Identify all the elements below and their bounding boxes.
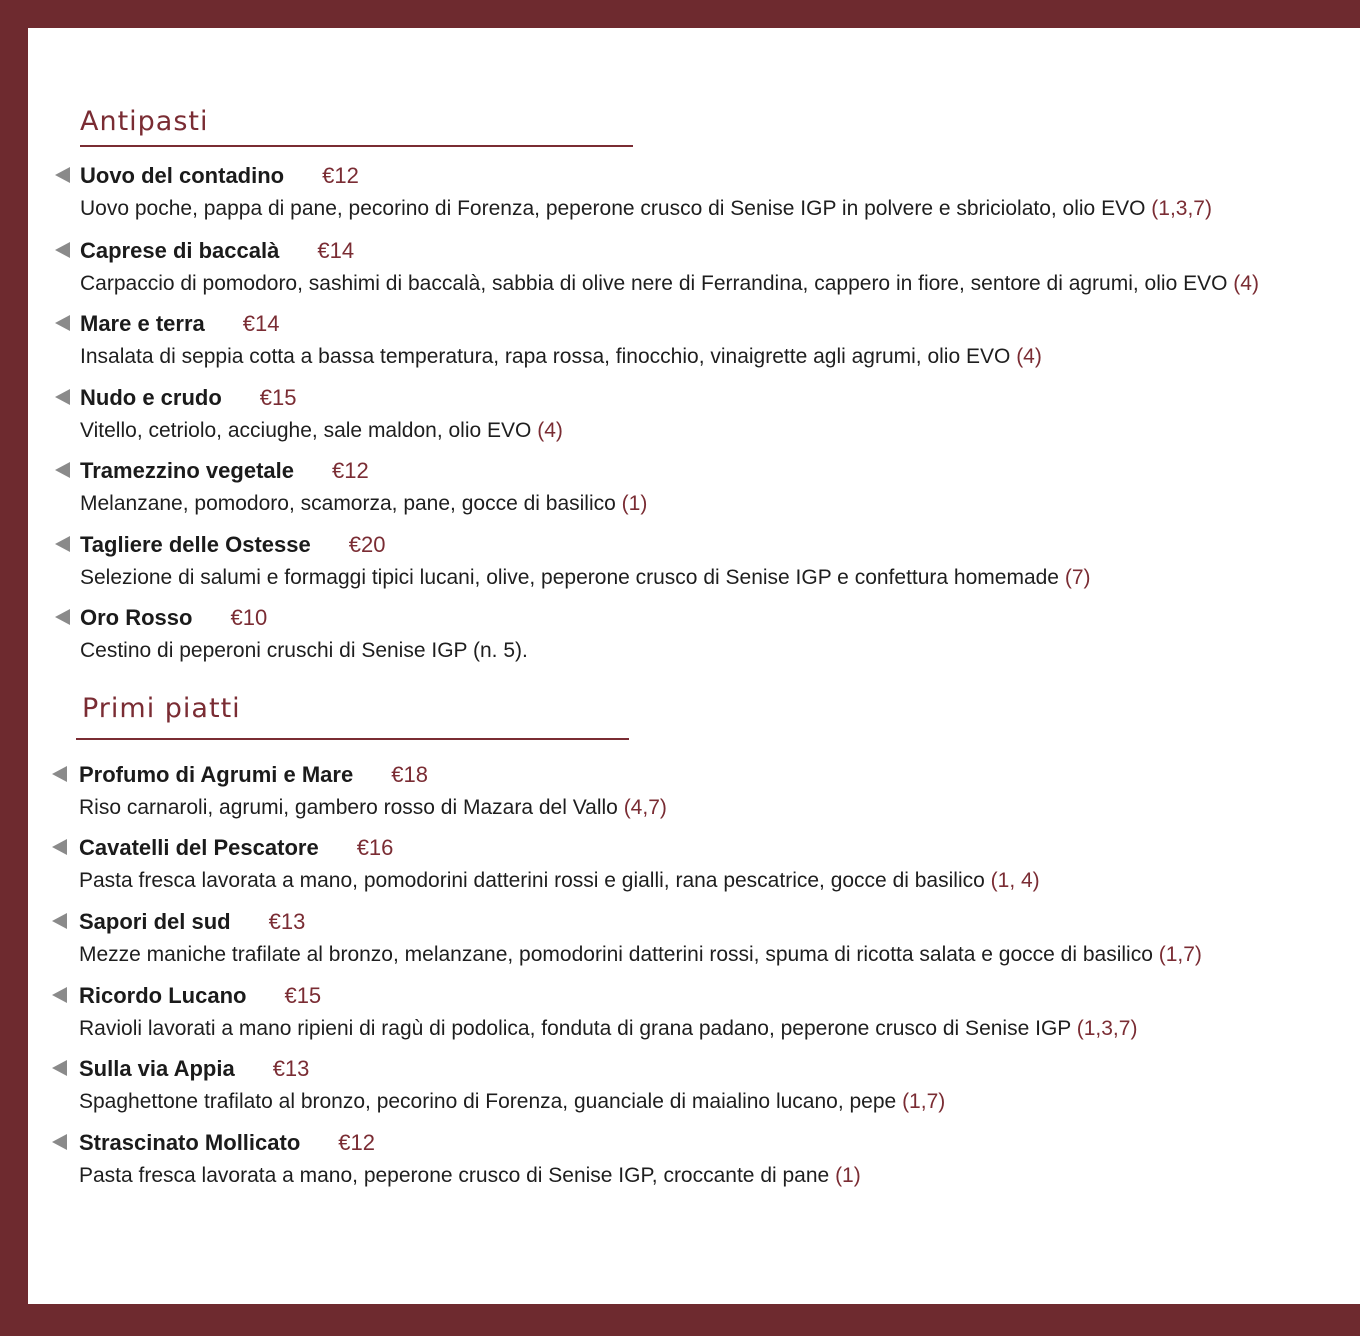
triangle-left-icon: [55, 536, 70, 552]
dish-name: Uovo del contadino: [80, 163, 285, 188]
section-title-primi-piatti: Primi piatti: [82, 693, 241, 724]
menu-item: [0, 834, 1360, 904]
dish-allergens: (1,3,7): [1076, 1017, 1138, 1040]
dish-price: €15: [284, 983, 322, 1008]
menu-item: [0, 761, 1360, 831]
triangle-left-icon: [55, 315, 70, 331]
section-divider: [76, 738, 629, 740]
dish-name: Nudo e crudo: [80, 385, 222, 410]
dish-description: Vitello, cetriolo, acciughe, sale maldon, olio EVO: [80, 419, 532, 442]
dish-price: €18: [391, 762, 428, 787]
dish-name: Mare e terra: [80, 311, 205, 336]
dish-description: Insalata di seppia cotta a bassa temperatura, rapa rossa, finocchio, vinaigrette agli agrumi, olio EVO: [80, 345, 1011, 368]
dish-price: €10: [230, 605, 268, 630]
dish-name: Oro Rosso: [80, 605, 193, 630]
dish-price: €13: [268, 909, 306, 934]
dish-description: Cestino di peperoni cruschi di Senise IGP (n. 5).: [80, 639, 528, 662]
dish-allergens: (1, 4): [990, 869, 1040, 892]
triangle-left-icon: [52, 1134, 67, 1150]
dish-description: Carpaccio di pomodoro, sashimi di baccalà, sabbia di olive nere di Ferrandina, cappero in fiore, sentore di agrumi, olio EVO: [80, 272, 1228, 295]
menu-item: [0, 604, 1360, 674]
triangle-left-icon: [55, 242, 70, 258]
dish-allergens: (4): [1233, 272, 1259, 295]
dish-price: €16: [356, 835, 394, 860]
dish-allergens: (1,3,7): [1151, 197, 1212, 220]
dish-price: €13: [272, 1056, 310, 1081]
dish-price: €15: [259, 385, 297, 410]
triangle-left-icon: [52, 913, 67, 929]
dish-description: Uovo poche, pappa di pane, pecorino di Forenza, peperone crusco di Senise IGP in polvere e sbriciolato, olio EVO: [80, 197, 1146, 220]
dish-description: Pasta fresca lavorata a mano, peperone crusco di Senise IGP, croccante di pane: [79, 1164, 830, 1187]
menu-item: [0, 1129, 1360, 1199]
menu-item: [0, 1055, 1360, 1125]
triangle-left-icon: [55, 167, 70, 183]
section-title-antipasti: Antipasti: [80, 106, 209, 137]
dish-allergens: (7): [1064, 566, 1091, 589]
dish-description: Mezze maniche trafilate al bronzo, melanzane, pomodorini datterini rossi, spuma di ricotta salata e gocce di basilico: [79, 943, 1153, 966]
menu-item: [0, 162, 1360, 232]
menu-item: [0, 310, 1360, 380]
dish-allergens: (4,7): [623, 796, 667, 819]
dish-allergens: (1,7): [1158, 943, 1202, 966]
triangle-left-icon: [52, 987, 67, 1003]
triangle-left-icon: [52, 766, 67, 782]
dish-name: Tramezzino vegetale: [80, 458, 294, 483]
section-divider: [80, 145, 633, 147]
dish-name: Tagliere delle Ostesse: [80, 532, 311, 557]
triangle-left-icon: [55, 609, 70, 625]
dish-name: Profumo di Agrumi e Mare: [79, 762, 354, 787]
dish-name: Strascinato Mollicato: [79, 1130, 301, 1155]
triangle-left-icon: [55, 462, 70, 478]
dish-description: Selezione di salumi e formaggi tipici lucani, olive, peperone crusco di Senise IGP e confettura homemade: [80, 566, 1059, 589]
dish-price: €12: [322, 163, 359, 188]
triangle-left-icon: [55, 389, 70, 405]
menu-item: [0, 237, 1360, 307]
dish-description: Riso carnaroli, agrumi, gambero rosso di Mazara del Vallo: [79, 796, 618, 819]
dish-name: Ricordo Lucano: [79, 983, 247, 1008]
triangle-left-icon: [52, 1060, 67, 1076]
dish-description: Spaghettone trafilato al bronzo, pecorino di Forenza, guanciale di maialino lucano, pepe: [79, 1090, 897, 1113]
dish-name: Sapori del sud: [79, 909, 231, 934]
dish-allergens: (4): [1016, 345, 1042, 368]
dish-allergens: (4): [537, 419, 563, 442]
dish-name: Sulla via Appia: [79, 1056, 235, 1081]
dish-price: €14: [242, 311, 280, 336]
triangle-left-icon: [52, 839, 67, 855]
dish-price: €12: [331, 458, 369, 483]
dish-description: Pasta fresca lavorata a mano, pomodorini datterini rossi e gialli, rana pescatrice, gocce di basilico: [79, 869, 985, 892]
dish-allergens: (1,7): [902, 1090, 946, 1113]
dish-allergens: (1): [621, 492, 648, 515]
dish-description: Ravioli lavorati a mano ripieni di ragù di podolica, fonduta di grana padano, peperone crusco di Senise IGP: [79, 1017, 1071, 1040]
dish-price: €20: [348, 532, 386, 557]
dish-name: Caprese di baccalà: [80, 238, 280, 263]
menu-item: [0, 982, 1360, 1052]
dish-name: Cavatelli del Pescatore: [79, 835, 319, 860]
dish-price: €14: [317, 238, 355, 263]
dish-price: €12: [338, 1130, 375, 1155]
menu-item: [0, 457, 1360, 527]
dish-allergens: (1): [835, 1164, 861, 1187]
dish-description: Melanzane, pomodoro, scamorza, pane, gocce di basilico: [80, 492, 616, 515]
menu-item: [0, 908, 1360, 978]
menu-item: [0, 531, 1360, 601]
menu-item: [0, 384, 1360, 454]
